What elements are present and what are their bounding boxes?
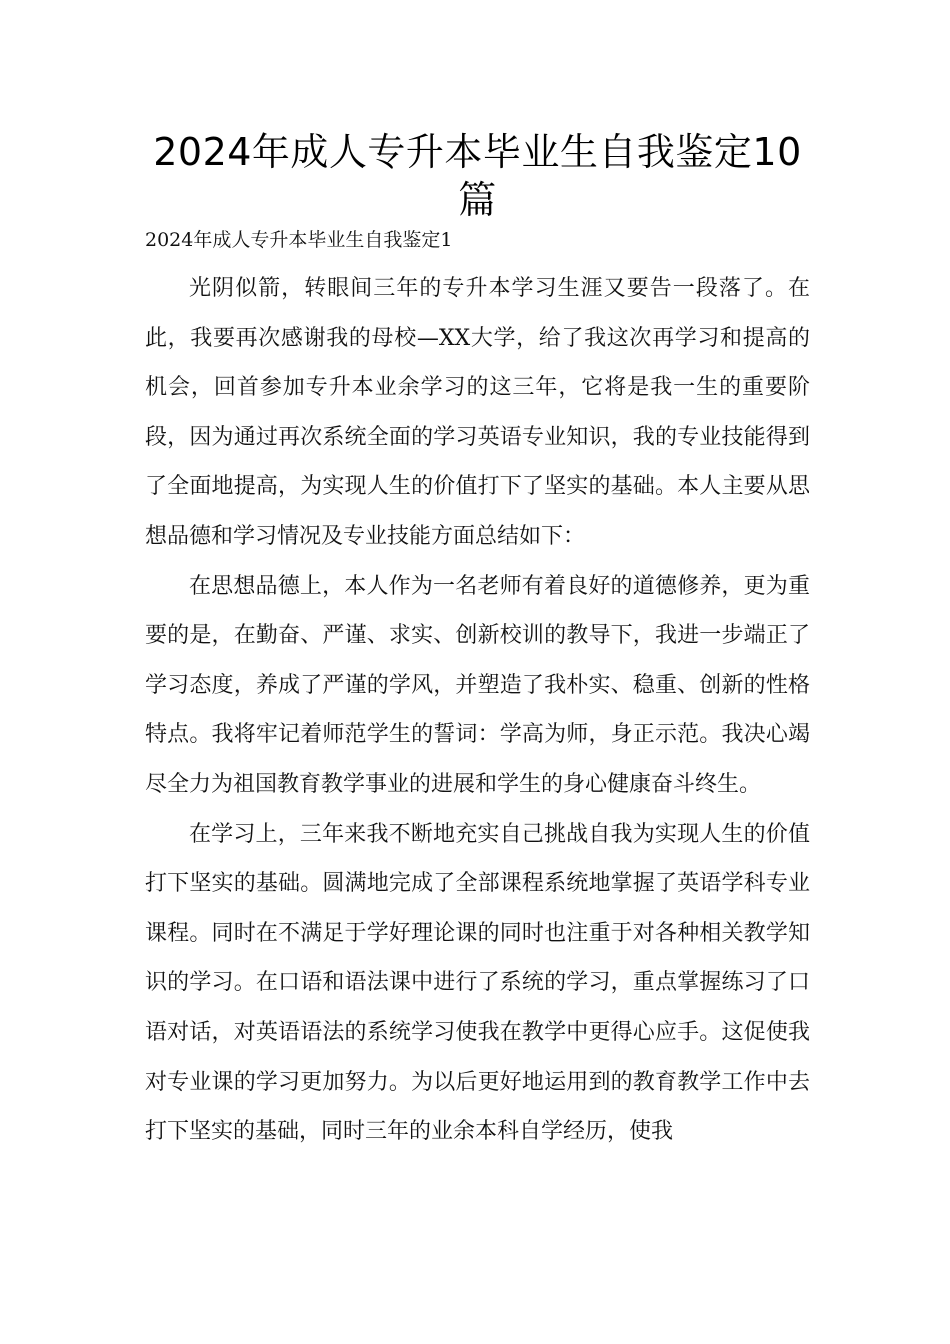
document-title: 2024年成人专升本毕业生自我鉴定10篇 [153,130,802,222]
paragraph-study: 在学习上，三年来我不断地充实自己挑战自我为实现人生的价值打下坚实的基础。圆满地完成了全部课程系统地掌握了英语学科专业课程。同时在不满足于学好理论课的同时也注重于对各种相关教学知识的学习。在口语和语法课中进行了系统的学习，重点掌握练习了口语对话，对英语语法的系统学习使我在教学中更得心应手。这促使我对专业课的学习更加努力。为以后更好地运用到的教育教学工作中去打下坚实的基础，同时三年的业余本科自学经历，使我 [145,821,810,1145]
section-heading: 2024年成人专升本毕业生自我鉴定1 [145,229,453,251]
paragraph-intro: 光阴似箭，转眼间三年的专升本学习生涯又要告一段落了。在此，我要再次感谢我的母校—XX大学，给了我这次再学习和提高的机会，回首参加专升本业余学习的这三年，它将是我一生的重要阶段，因为通过再次系统全面的学习英语专业知识，我的专业技能得到了全面地提高，为实现人生的价值打下了坚实的基础。本人主要从思想品德和学习情况及专业技能方面总结如下： [145,276,810,549]
paragraph-moral: 在思想品德上，本人作为一名老师有着良好的道德修养，更为重要的是，在勤奋、严谨、求实、创新校训的教导下，我进一步端正了学习态度，养成了严谨的学风，并塑造了我朴实、稳重、创新的性格特点。我将牢记着师范学生的誓词：学高为师，身正示范。我决心竭尽全力为祖国教育教学事业的进展和学生的身心健康奋斗终生。 [145,573,810,797]
document-page [145,128,810,1157]
